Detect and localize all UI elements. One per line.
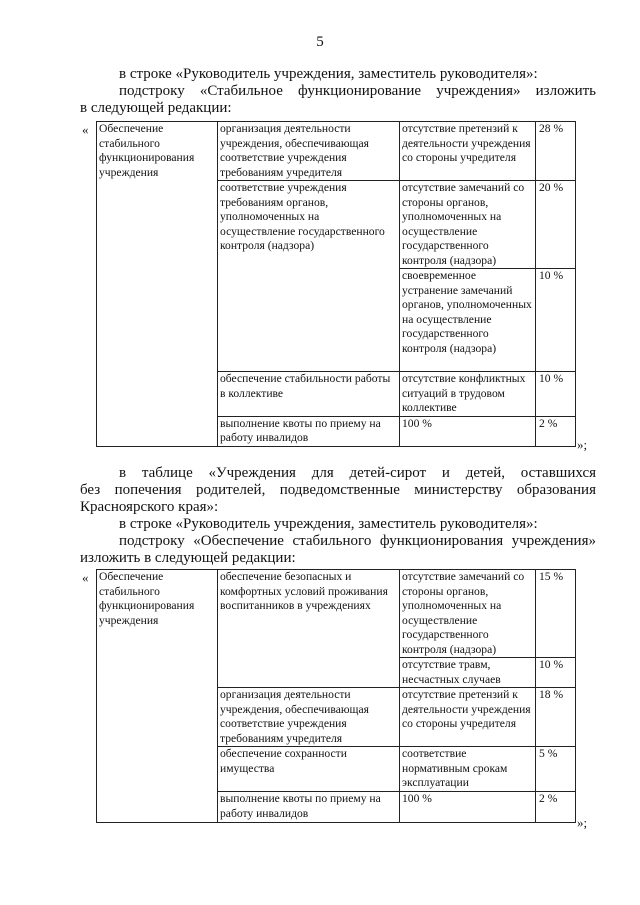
section1-line2: подстроку «Стабильное функционирование учреждения» изложить — [119, 83, 596, 99]
percent-cell: 28 % — [536, 122, 576, 181]
indicator-cell: выполнение квоты по приему на работу инвалидов — [218, 792, 400, 823]
percent-cell: 18 % — [536, 688, 576, 747]
section2-line4: в строке «Руководитель учреждения, заместитель руководителя»: — [119, 516, 538, 532]
table2-close-quote: »; — [577, 815, 588, 830]
condition-cell: 100 % — [400, 792, 536, 823]
percent-cell: 15 % — [536, 570, 576, 658]
indicator-cell: соответствие учреждения требованиям органов, уполномоченных на осуществление государственного контроля (надзора) — [218, 181, 400, 372]
condition-cell: отсутствие замечаний со стороны органов, уполномоченных на осуществление государственного контроля (надзора) — [400, 570, 536, 658]
percent-cell: 20 % — [536, 181, 576, 269]
indicator-cell: организация деятельности учреждения, обеспечивающая соответствие учреждения требованиям учредителя — [218, 122, 400, 181]
percent-cell: 10 % — [536, 658, 576, 688]
section1-line3: в следующей редакции: — [80, 100, 232, 116]
indicator-cell: обеспечение сохранности имущества — [218, 747, 400, 792]
indicator-cell: выполнение квоты по приему на работу инвалидов — [218, 416, 400, 446]
criterion-cell: Обеспечение стабильного функционирования учреждения — [97, 570, 218, 823]
section2-line5: подстроку «Обеспечение стабильного функционирования учреждения» — [119, 533, 596, 549]
condition-cell: 100 % — [400, 416, 536, 446]
section1-line1: в строке «Руководитель учреждения, заместитель руководителя»: — [119, 66, 538, 82]
section2-intro-line2: без попечения родителей, подведомственные министерству образования — [80, 482, 596, 498]
page-number: 5 — [316, 34, 324, 50]
section2-line6: изложить в следующей редакции: — [80, 550, 296, 566]
percent-cell: 10 % — [536, 269, 576, 372]
table1 — [96, 121, 576, 447]
indicator-cell: обеспечение безопасных и комфортных условий проживания воспитанников в учреждениях — [218, 570, 400, 688]
section2-intro-line3: Красноярского края»: — [80, 499, 219, 515]
table-row — [97, 570, 576, 658]
table1-open-quote: « — [82, 122, 89, 137]
condition-cell: своевременное устранение замечаний органов, уполномоченных на осуществление государственного контроля (надзора) — [400, 269, 536, 372]
section2-intro-line1: в таблице «Учреждения для детей-сирот и детей, оставшихся — [119, 465, 596, 481]
table1-close-quote: »; — [577, 437, 588, 452]
condition-cell: отсутствие претензий к деятельности учреждения со стороны учредителя — [400, 688, 536, 747]
percent-cell: 2 % — [536, 416, 576, 446]
table2-open-quote: « — [82, 570, 89, 585]
condition-cell: отсутствие претензий к деятельности учреждения со стороны учредителя — [400, 122, 536, 181]
condition-cell: отсутствие замечаний со стороны органов, уполномоченных на осуществление государственного контроля (надзора) — [400, 181, 536, 269]
condition-cell: соответствие нормативным срокам эксплуатации — [400, 747, 536, 792]
criterion-cell: Обеспечение стабильного функционирования учреждения — [97, 122, 218, 447]
percent-cell: 10 % — [536, 372, 576, 417]
condition-cell: отсутствие конфликтных ситуаций в трудовом коллективе — [400, 372, 536, 417]
indicator-cell: обеспечение стабильности работы в коллективе — [218, 372, 400, 417]
indicator-cell: организация деятельности учреждения, обеспечивающая соответствие учреждения требованиям учредителя — [218, 688, 400, 747]
condition-cell: отсутствие травм, несчастных случаев — [400, 658, 536, 688]
percent-cell: 5 % — [536, 747, 576, 792]
percent-cell: 2 % — [536, 792, 576, 823]
table-row — [97, 122, 576, 181]
table2 — [96, 569, 576, 823]
